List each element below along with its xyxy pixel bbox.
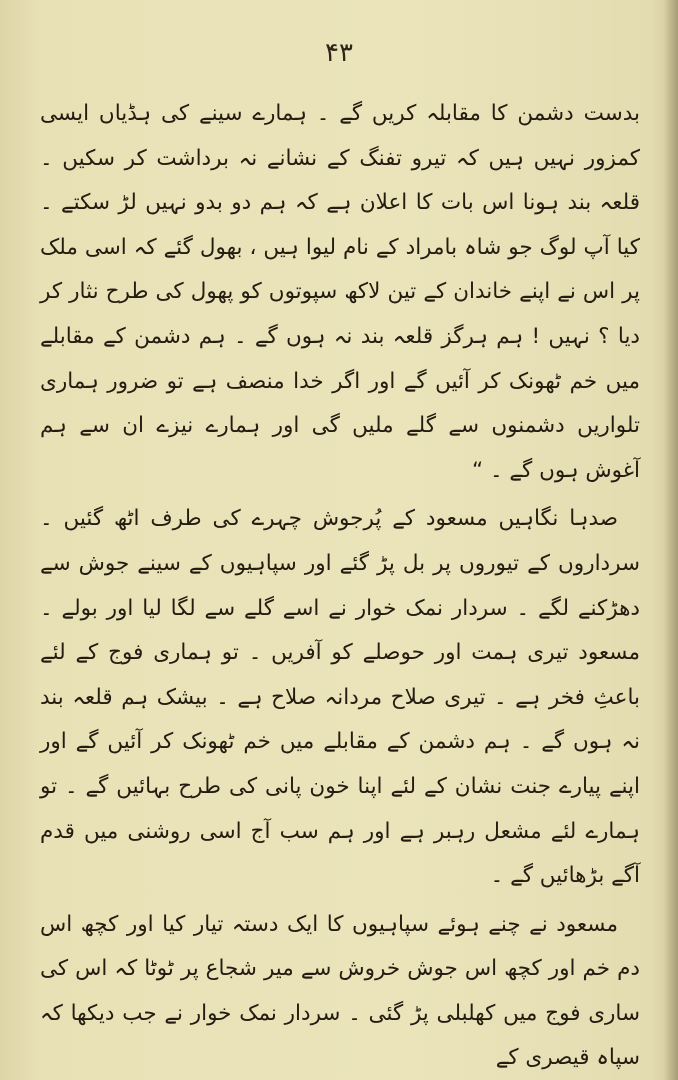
paragraph-3: مسعود نے چنے ہوئے سپاہیوں کا ایک دستہ تیار کیا اور کچھ اس دم خم اور کچھ اس جوش خروش سے میر شجاع پر ٹوٹا کہ اس کی ساری فوج میں کھلبلی پڑ گئی ۔ سردار نمک خوار نے جب دیکھا کہ سپاہ قیصری کے xyxy=(40,911,640,1071)
paragraph-2: صدہا نگاہیں مسعود کے پُرجوش چہرے کی طرف اٹھ گئیں ۔ سرداروں کے تیوروں پر بل پڑ گئے اور سپاہیوں کے سینے جوش سے دھڑکنے لگے ۔ سردار نمک خوار نے اسے گلے سے لگا لیا اور بولے ۔ مسعود تیری ہمت اور حوصلے کو آفریں ۔ تو ہماری فوج کے لئے باعثِ فخر ہے ۔ تیری صلاح مردانہ صلاح ہے ۔ بیشک ہم قلعہ بند نہ ہوں گے ۔ ہم دشمن کے مقابلے میں خم ٹھونک کر آئیں گے اور اپنے پیارے جنت نشان کے لئے اپنا خون پانی کی طرح بہائیں گے ۔ تو ہمارے لئے مشعل رہبر ہے اور ہم سب آج اسی روشنی میں قدم آگے بڑھائیں گے ۔ xyxy=(40,506,640,889)
page-spine-shadow xyxy=(664,0,678,1080)
paragraph-1: بدست دشمن کا مقابلہ کریں گے ۔ ہمارے سینے کی ہڈیاں ایسی کمزور نہیں ہیں کہ تیرو تفنگ کے نشانے نہ برداشت کر سکیں ۔ قلعہ بند ہونا اس بات کا اعلان ہے کہ ہم دو بدو نہیں لڑ سکتے ۔ کیا آپ لوگ جو شاہ بامراد کے نام لیوا ہیں ، بھول گئے کہ اسی ملک پر اس نے اپنے خاندان کے تین لاکھ سپوتوں کو پھول کی طرح نثار کر دیا ؟ نہیں ! ہم ہرگز قلعہ بند نہ ہوں گے ۔ ہم دشمن کے مقابلے میں خم ٹھونک کر آئیں گے اور اگر خدا منصف ہے تو ضرور ہماری تلواریں دشمنوں سے گلے ملیں گی اور ہمارے نیزے ان سے ہم آغوش ہوں گے ۔ “ xyxy=(40,101,640,483)
body-text xyxy=(40,92,640,1080)
page-number: ۴۳ xyxy=(325,38,353,68)
